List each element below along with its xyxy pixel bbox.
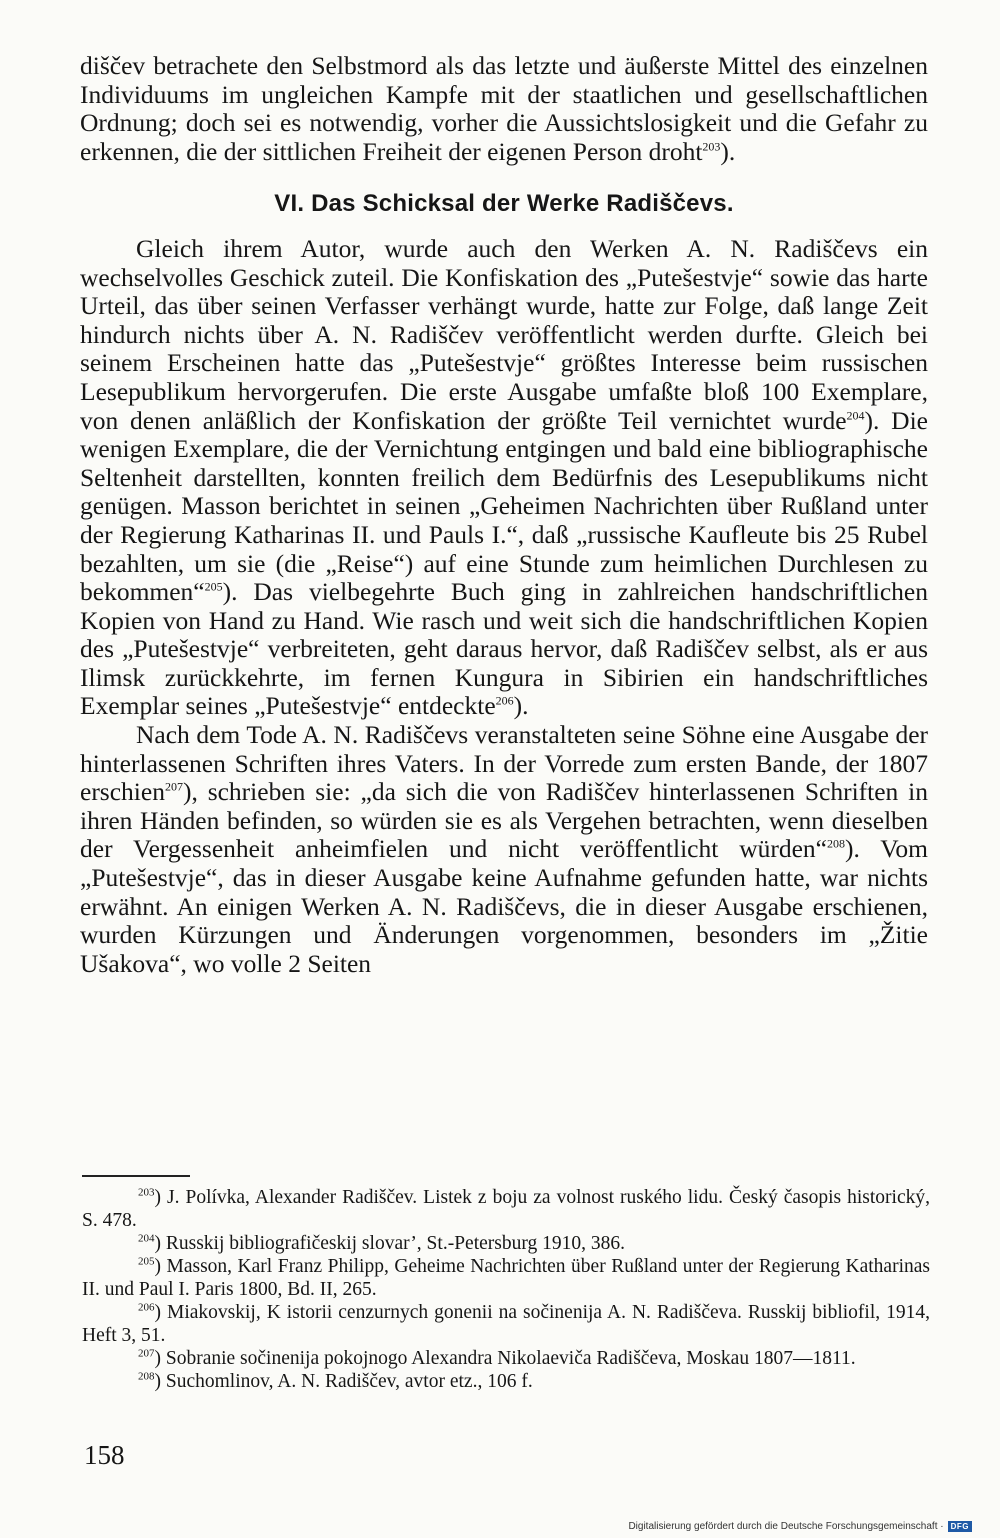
footnote-ref-204[interactable]: 204 <box>846 408 865 423</box>
footnote-ref-208[interactable]: 208 <box>827 836 845 851</box>
footnote: $^{203}$) J. Polívka, Alexander Radiščev. Listek z boju za volnost ruského lidu. Český časopis historický, S. 478. <box>82 1186 930 1231</box>
footnote: $^{204}$) Russkij bibliografičeskij slovar’, St.-Petersburg 1910, 386. <box>138 1232 625 1254</box>
credit-text: Digitalisierung gefördert durch die Deutsche Forschungsgemeinschaft · <box>628 1521 944 1532</box>
footnote-ref-206[interactable]: 206 <box>495 693 514 708</box>
main-text <box>80 52 928 978</box>
paragraph-2: Gleich ihrem Autor, wurde auch den Werken A. N. Radiščevs ein wechselvolles Geschick zuteil. Die Konfiskation des „Putešestvje“ sowie das harte Urteil, das über seinen Verfasser verhängt wurde, hatte zur Folge, daß lange Zeit hindurch nichts über A. N. Radiščev veröffentlicht werden durfte. Gleich bei seinem Erscheinen hatte das „Putešestvje“ größtes Interesse beim russischen Lesepublikum hervorgerufen. Die erste Ausgabe umfaßte bloß 100 Exemplare, von denen anläßlich der Konfiskation der größte Teil vernichtet wurde$^{204}$). Die wenigen Exemplare, die der Vernichtung entgingen und bald eine bibliographische Seltenheit darstellten, konnten freilich dem Bedürfnis des Lesepublikums nicht genügen. Masson berichtet in seinen „Geheimen Nachrichten über Rußland unter der Regierung Katharinas II. und Pauls I.“, daß „russische Kaufleute bis 25 Rubel bezahlten, um sie (die „Reise“) auf eine Stunde zum heimlichen Durchlesen zu bekommen“$^{205}$). Das vielbegehrte Buch ging in zahlreichen handschriftlichen Kopien von Hand zu Hand. Wie rasch und weit sich die handschriftlichen Kopien des „Putešestvje“ verbreiteten, geht daraus hervor, daß Radiščev selbst, als er aus Ilimsk zurückkehrte, im fernen Kungura in Sibirien ein handschriftliches Exemplar seines „Putešestvje“ entdeckte$^{206}$). <box>80 233 928 721</box>
footnote-ref-207[interactable]: 207 <box>164 779 183 794</box>
footnote-ref-205[interactable]: 205 <box>204 579 223 594</box>
paragraph-3: Nach dem Tode A. N. Radiščevs veranstalteten seine Söhne eine Ausgabe der hinterlassenen Schriften ihres Vaters. In der Vorrede zum ersten Bande, der 1807 erschien$^{207}$), schrieben sie: „da sich die von Radiščev hinterlassenen Schriften in ihren Händen befinden, so würden sie es als Vergehen betrachten, wenn dieselben der Vergessenheit anheimfielen und nicht veröffentlicht würden“$^{208}$). Vom „Putešestvje“, das in dieser Ausgabe keine Aufnahme gefunden hatte, war nichts erwähnt. An einigen Werken A. N. Radiščevs, die in dieser Ausgabe erschienen, wurden Kürzungen und Änderungen vorgenommen, besonders im „Žitie Ušakova“, wo volle 2 Seiten <box>80 720 929 978</box>
section-heading: VI. Das Schicksal der Werke Radiščevs. <box>274 190 734 218</box>
footnote: $^{206}$) Miakovskij, K istorii cenzurnych gonenii na sočinenija A. N. Radiščeva. Russkij bibliofil, 1914, Heft 3, 51. <box>82 1301 930 1346</box>
footnote: $^{207}$) Sobranie sočinenija pokojnogo Alexandra Nikolaeviča Radiščeva, Moskau 1807—1811. <box>138 1347 856 1369</box>
digitization-credit <box>628 1521 972 1532</box>
footnote-divider <box>82 1175 190 1177</box>
paragraph-1: diščev betrachete den Selbstmord als das letzte und äußerste Mittel des einzelnen Individuums im ungleichen Kampfe mit der staatlichen und gesellschaftlichen Ordnung; doch sei es notwendig, vorher die Aussichtslosigkeit und die Gefahr zu erkennen, die der sittlichen Freiheit der eigenen Person droht$^{203}$). <box>80 51 928 166</box>
footnotes <box>82 1186 930 1393</box>
dfg-logo-icon: DFG <box>948 1521 972 1532</box>
footnote-ref-203[interactable]: 203 <box>702 139 721 154</box>
footnote: $^{208}$) Suchomlinov, A. N. Radiščev, avtor etz., 106 f. <box>138 1370 533 1392</box>
footnote: $^{205}$) Masson, Karl Franz Philipp, Geheime Nachrichten über Rußland unter der Regierung Katharinas II. und Paul I. Paris 1800, Bd. II, 265. <box>82 1255 930 1300</box>
page-number: 158 <box>84 1440 125 1470</box>
